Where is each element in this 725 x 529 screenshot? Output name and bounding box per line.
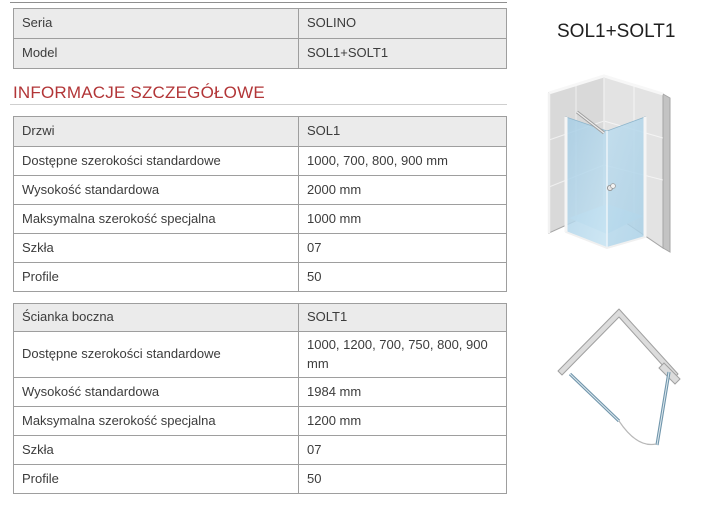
row-label: Profile — [14, 465, 299, 494]
heading-divider-line — [10, 104, 507, 105]
side-table-title: Ścianka boczna — [14, 304, 299, 332]
side-glass-panel — [566, 117, 607, 248]
row-value: 50 — [299, 465, 507, 494]
row-value: 1200 mm — [299, 407, 507, 436]
row-label: Wysokość standardowa — [14, 378, 299, 407]
side-table-model: SOLT1 — [299, 304, 507, 332]
row-value: 1000 mm — [299, 205, 507, 234]
row-label: Dostępne szerokości standardowe — [14, 147, 299, 176]
model-value: SOL1+SOLT1 — [299, 39, 507, 69]
table-row — [14, 176, 507, 205]
series-label: Seria — [14, 9, 299, 39]
row-value: 07 — [299, 436, 507, 465]
table-row — [14, 263, 507, 292]
table-row — [14, 39, 507, 69]
series-model-table — [13, 8, 507, 69]
table-row — [14, 9, 507, 39]
table-row — [14, 436, 507, 465]
table-header-row — [14, 304, 507, 332]
row-label: Szkła — [14, 436, 299, 465]
table-row — [14, 465, 507, 494]
row-value: 1000, 1200, 700, 750, 800, 900 mm — [299, 332, 507, 378]
door-glass-panel — [607, 117, 645, 248]
table-row — [14, 378, 507, 407]
row-value: 50 — [299, 263, 507, 292]
series-value: SOLINO — [299, 9, 507, 39]
plan-side-glass-center — [570, 374, 619, 421]
corner-shower-3d-diagram — [543, 58, 715, 260]
door-table-model: SOL1 — [299, 117, 507, 147]
table-row — [14, 407, 507, 436]
section-heading: INFORMACJE SZCZEGÓŁOWE — [13, 83, 265, 102]
table-row — [14, 205, 507, 234]
table-row — [14, 234, 507, 263]
row-value: 1000, 700, 800, 900 mm — [299, 147, 507, 176]
side-panel-spec-table — [13, 303, 507, 494]
row-label: Profile — [14, 263, 299, 292]
row-value: 1984 mm — [299, 378, 507, 407]
row-label: Wysokość standardowa — [14, 176, 299, 205]
table-header-row — [14, 117, 507, 147]
row-label: Szkła — [14, 234, 299, 263]
corner-shower-plan-diagram — [550, 298, 702, 470]
row-label: Dostępne szerokości standardowe — [14, 332, 299, 378]
door-table-title: Drzwi — [14, 117, 299, 147]
row-value: 2000 mm — [299, 176, 507, 205]
door-swing-arc — [619, 421, 656, 445]
right-wall-edge — [663, 94, 670, 252]
plan-open-door-center — [657, 372, 669, 445]
row-value: 07 — [299, 234, 507, 263]
row-label: Maksymalna szerokość specjalna — [14, 407, 299, 436]
product-model-title: SOL1+SOLT1 — [557, 21, 676, 42]
table-row — [14, 147, 507, 176]
top-divider-line — [10, 2, 507, 3]
door-spec-table — [13, 116, 507, 292]
table-row — [14, 332, 507, 378]
row-label: Maksymalna szerokość specjalna — [14, 205, 299, 234]
model-label: Model — [14, 39, 299, 69]
